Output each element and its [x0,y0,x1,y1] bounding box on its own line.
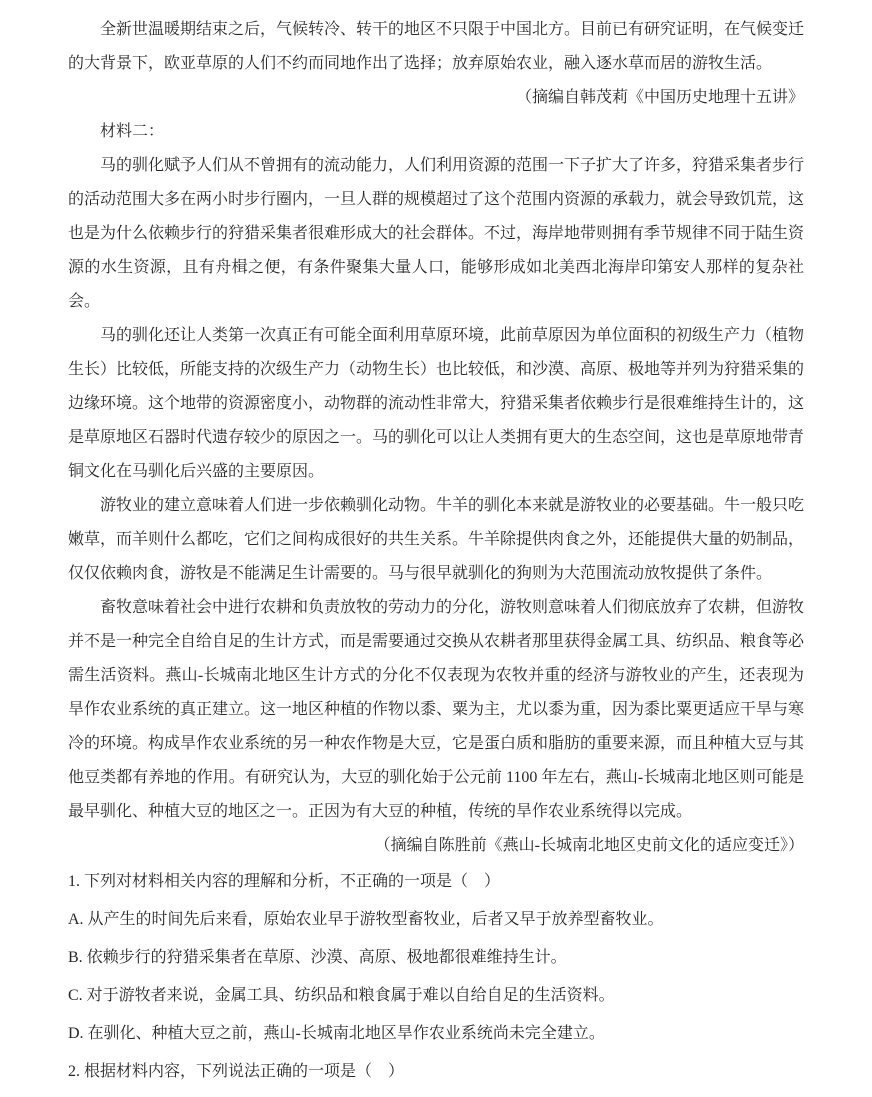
material-2-paragraph-1: 马的驯化赋予人们从不曾拥有的流动能力，人们利用资源的范围一下子扩大了许多，狩猎采集者步行的活动范围大多在两小时步行圈内，一旦人群的规模超过了这个范围内资源的承载力，就会导致饥荒，这也是为什么依赖步行的狩猎采集者很难形成大的社会群体。不过，海岸地带则拥有季节规律不同于陆生资源的水生资源，且有舟楫之便，有条件聚集大量人口，能够形成如北美西北海岸印第安人那样的复杂社会。 [68,157,805,310]
question-1-option-a: A. 从产生的时间先后来看，原始农业早于游牧型畜牧业，后者又早于放养型畜牧业。 [68,911,664,928]
material-2-paragraph-3: 游牧业的建立意味着人们进一步依赖驯化动物。牛羊的驯化本来就是游牧业的必要基础。牛一般只吃嫩草，而羊则什么都吃，它们之间构成很好的共生关系。牛羊除提供肉食之外，还能提供大量的奶制品，仅仅依赖肉食，游牧是不能满足生计需要的。马与很早就驯化的狗则为大范围流动放牧提供了条件。 [68,497,805,582]
intro-paragraph: 全新世温暖期结束之后，气候转冷、转干的地区不只限于中国北方。目前已有研究证明，在气候变迁的大背景下，欧亚草原的人们不约而同地作出了选择；放弃原始农业，融入逐水草而居的游牧生活。 [68,21,805,72]
question-2-stem: 2. 根据材料内容，下列说法正确的一项是（ ） [68,1063,405,1080]
question-1-stem: 1. 下列对材料相关内容的理解和分析，不正确的一项是（ ） [68,873,501,890]
citation-material-2: （摘编自陈胜前《燕山-长城南北地区史前文化的适应变迁》） [374,837,804,854]
material-2-heading: 材料二： [100,123,165,140]
question-1-option-d: D. 在驯化、种植大豆之前，燕山-长城南北地区旱作农业系统尚未完全建立。 [68,1025,605,1042]
citation-material-1: （摘编自韩茂莉《中国历史地理十五讲》 [515,89,804,106]
material-2-paragraph-4: 畜牧意味着社会中进行农耕和负责放牧的劳动力的分化，游牧则意味着人们彻底放弃了农耕，但游牧并不是一种完全自给自足的生计方式，而是需要通过交换从农耕者那里获得金属工具、纺织品、粮食等必需生活资料。燕山-长城南北地区生计方式的分化不仅表现为农牧并重的经济与游牧业的产生，还表现为旱作农业系统的真正建立。这一地区种植的作物以黍、粟为主，尤以黍为重，因为黍比粟更适应干旱与寒冷的环境。构成旱作农业系统的另一种农作物是大豆，它是蛋白质和脂肪的重要来源，而且种植大豆与其他豆类都有养地的作用。有研究认为，大豆的驯化始于公元前 1100 年左右，燕山-长城南北地区则可能是最早驯化、种植大豆的地区之一。正因为有大豆的种植，传统的旱作农业系统得以完成。 [68,599,805,820]
question-1-option-b: B. 依赖步行的狩猎采集者在草原、沙漠、高原、极地都很难维持生计。 [68,949,567,966]
question-1-option-c: C. 对于游牧者来说，金属工具、纺织品和粮食属于难以自给自足的生活资料。 [68,987,615,1004]
material-2-paragraph-2: 马的驯化还让人类第一次真正有可能全面利用草原环境，此前草原因为单位面积的初级生产力（植物生长）比较低，所能支持的次级生产力（动物生长）也比较低，和沙漠、高原、极地等并列为狩猎采集的边缘环境。这个地带的资源密度小，动物群的流动性非常大，狩猎采集者依赖步行是很难维持生计的，这是草原地区石器时代遗存较少的原因之一。马的驯化可以让人类拥有更大的生态空间，这也是草原地带青铜文化在马驯化后兴盛的主要原因。 [68,327,805,480]
